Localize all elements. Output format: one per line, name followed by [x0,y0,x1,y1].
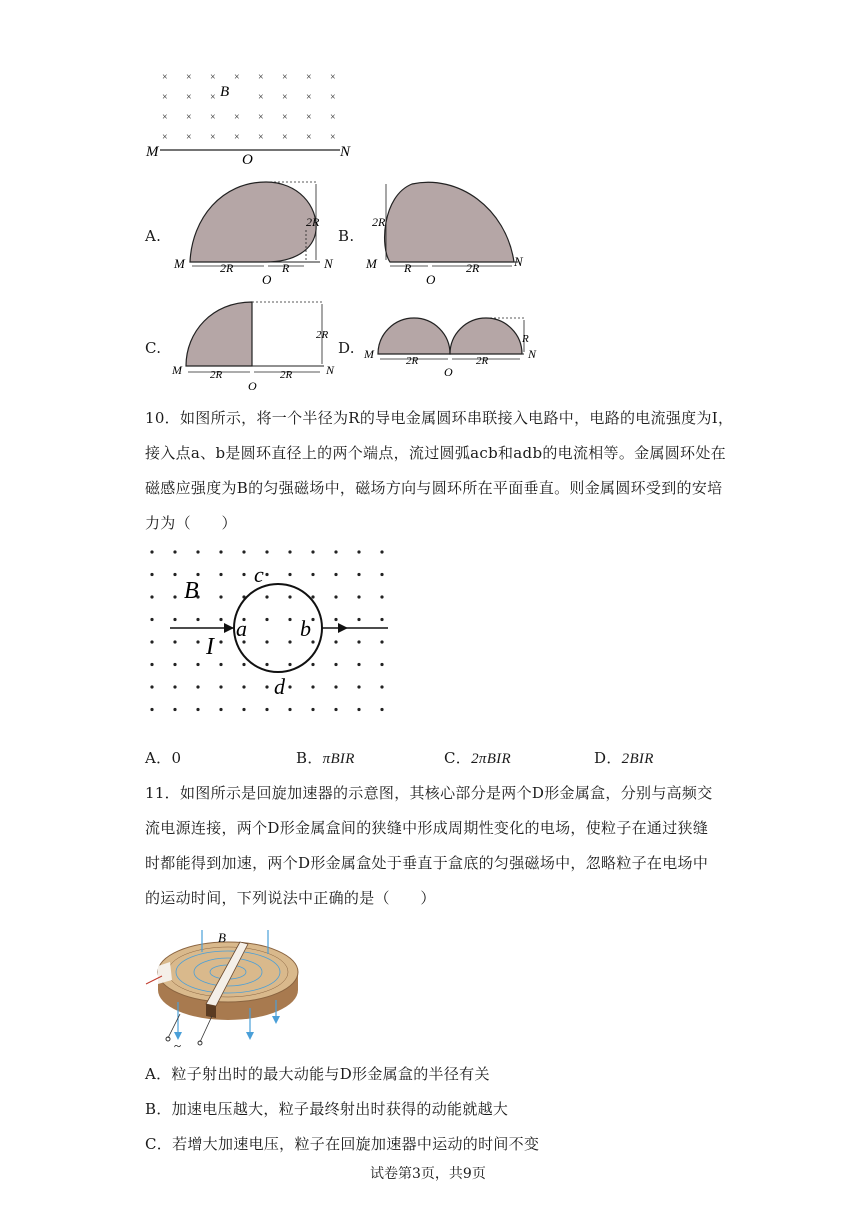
field-dot [219,550,222,553]
field-dot [311,595,314,598]
field-dot [150,708,153,711]
arrow-in-icon [224,623,234,633]
option-c-o: O [248,379,257,393]
field-dot [242,573,245,576]
field-dot [150,640,153,643]
q10-line-3: 磁感应强度为B的匀强磁场中，磁场方向与圆环所在平面垂直。则金属圆环受到的安培 [145,479,723,497]
field-dot [334,618,337,621]
q10-option-c-text: 2πBIR [471,751,511,767]
q9-option-a-key[interactable]: A. [145,227,162,245]
option-d-h: R [522,333,529,345]
q11-option-b[interactable]: B．加速电压越大，粒子最终射出时获得的动能就越大 [145,1100,509,1118]
field-dot [196,573,199,576]
label-b-field: B [184,578,199,604]
cross-mark: × [258,92,264,103]
option-b-n: N [514,254,523,269]
cross-mark: × [258,112,264,123]
option-c-d2: 2R [280,369,293,381]
field-dot [242,708,245,711]
cross-mark: × [330,72,336,83]
option-b-d1: R [404,261,412,275]
field-dot [196,663,199,666]
field-dot [265,685,268,688]
option-d-o: O [444,365,453,379]
field-dot [357,618,360,621]
field-dot [242,550,245,553]
q9-option-b-figure [362,176,537,288]
field-dot [173,573,176,576]
field-dot [288,663,291,666]
option-c-shape [186,302,252,366]
field-dot [380,685,383,688]
q9-option-a-figure [170,176,345,288]
q11-cyclotron-figure [140,924,310,1054]
field-dot [357,573,360,576]
field-dot [150,573,153,576]
field-dot [196,550,199,553]
field-dot [196,640,199,643]
cross-mark: × [258,72,264,83]
field-dot [219,618,222,621]
q10-option-d-text: 2BIR [621,751,654,767]
field-dot [334,595,337,598]
cross-mark: × [306,72,312,83]
field-dot [265,663,268,666]
cross-mark: × [306,132,312,143]
option-c-d1: 2R [210,369,223,381]
field-dot [173,550,176,553]
option-c-m: M [172,363,182,377]
q10-option-b-text: πBIR [322,751,355,767]
label-d: d [274,674,285,699]
field-dot [150,550,153,553]
field-dot [242,663,245,666]
label-c: c [254,562,264,587]
field-dot [357,550,360,553]
option-d-shape-right [450,318,522,354]
cross-mark: × [330,92,336,103]
option-d-shape-left [378,318,450,354]
option-d-m: M [364,347,374,361]
field-dot [380,640,383,643]
q9-option-c-key[interactable]: C. [145,339,162,357]
field-dot [173,640,176,643]
cross-mark: × [234,112,240,123]
q10-line-4: 力为（ ） [145,514,237,532]
field-dot [265,595,268,598]
field-dot [196,708,199,711]
cross-mark: × [258,132,264,143]
field-dot [357,708,360,711]
field-dot [265,640,268,643]
q9-option-d-key[interactable]: D. [338,339,355,357]
option-a-n: N [324,256,333,271]
field-crosses [162,72,336,143]
field-dot [219,595,222,598]
field-dot [334,708,337,711]
field-dot [150,618,153,621]
option-a-m: M [174,256,185,271]
field-dot [173,663,176,666]
field-dot [173,685,176,688]
option-a-o: O [262,272,272,287]
cross-mark: × [330,132,336,143]
q10-option-a[interactable] [145,748,181,768]
field-dot [357,595,360,598]
field-dot [311,663,314,666]
field-dot [173,595,176,598]
option-d-n: N [528,347,537,361]
cross-mark: × [234,132,240,143]
q10-option-c[interactable] [444,748,511,769]
field-dot [242,685,245,688]
label-i: I [206,634,214,660]
option-a-shape [190,182,316,262]
q9-option-c-figure [170,296,345,396]
field-dot [334,550,337,553]
field-dot [380,708,383,711]
label-b-point: b [300,616,311,641]
cross-mark: × [210,72,216,83]
cross-mark: × [186,112,192,123]
q10-option-d[interactable] [594,748,654,769]
option-d-d1: 2R [406,355,419,367]
field-dot [288,550,291,553]
cross-mark: × [210,112,216,123]
field-dot [219,640,222,643]
q10-option-a-text: 0 [171,749,182,767]
field-dot [219,685,222,688]
field-dot [150,595,153,598]
cross-mark: × [234,72,240,83]
cross-mark: × [306,112,312,123]
field-dot [219,663,222,666]
field-dot [288,573,291,576]
field-dot [380,618,383,621]
field-dot [173,708,176,711]
label-o: O [242,152,253,166]
field-dot [357,640,360,643]
cross-mark: × [282,72,288,83]
q9-field-figure [140,66,360,166]
cross-mark: × [162,72,168,83]
option-c-h: 2R [316,329,329,341]
field-dot [173,618,176,621]
cross-mark: × [162,112,168,123]
ac-source-symbol: ~ [174,1038,182,1053]
field-dot [334,685,337,688]
q11-line-2: 流电源连接，两个D形金属盒间的狭缝中形成周期性变化的电场，使粒子在通过狭缝 [145,819,709,837]
q10-ring-figure [140,540,400,740]
cross-mark: × [306,92,312,103]
option-b-o: O [426,272,436,287]
label-m: M [146,144,159,160]
field-dot [334,640,337,643]
q11-option-a[interactable]: A．粒子射出时的最大动能与D形金属盒的半径有关 [145,1065,490,1083]
field-dot [265,708,268,711]
field-dot [334,573,337,576]
field-dot [311,618,314,621]
field-dot [265,618,268,621]
q9-option-b-key[interactable]: B. [338,227,355,245]
cross-mark: × [210,92,216,103]
page-footer: 试卷第3页，共9页 [370,1166,486,1182]
option-a-d1: 2R [220,261,234,275]
field-dot [380,550,383,553]
cross-mark: × [162,92,168,103]
field-dot [357,685,360,688]
cross-mark: × [186,92,192,103]
field-dot [288,618,291,621]
q11-option-c[interactable]: C．若增大加速电压，粒子在回旋加速器中运动的时间不变 [145,1135,540,1153]
q10-option-d-key: D． [594,749,622,767]
q10-option-b-key: B． [296,749,323,767]
cross-mark: × [330,112,336,123]
field-dot [196,618,199,621]
field-dot [265,573,268,576]
cross-mark: × [210,132,216,143]
cross-mark: × [282,112,288,123]
label-a: a [236,616,247,641]
q11-line-1: 11．如图所示是回旋加速器的示意图，其核心部分是两个D形金属盒，分别与高频交 [145,784,713,802]
option-a-d2: R [282,261,290,275]
field-dot [219,573,222,576]
q10-option-c-key: C． [444,749,472,767]
q10-line-2: 接入点a、b是圆环直径上的两个端点，流过圆弧acb和adb的电流相等。金属圆环处在 [145,444,726,462]
field-dot [219,708,222,711]
q10-option-a-key: A． [145,749,172,767]
field-dot [311,685,314,688]
q11-line-4: 的运动时间，下列说法中正确的是（ ） [145,889,436,907]
field-dot [311,708,314,711]
field-dot [265,550,268,553]
field-dot [288,708,291,711]
label-b: B [220,84,230,100]
field-dot [380,595,383,598]
field-dot [380,663,383,666]
field-dot [196,685,199,688]
arrow-out-icon [338,623,348,633]
field-dot [311,550,314,553]
q10-line-1: 10．如图所示，将一个半径为R的导电金属圆环串联接入电路中，电路的电流强度为I， [145,409,734,427]
option-a-h: 2R [306,215,320,229]
q11-line-3: 时都能得到加速，两个D形金属盒处于垂直于盒底的匀强磁场中，忽略粒子在电场中 [145,854,709,872]
field-dot [380,573,383,576]
cross-mark: × [282,132,288,143]
field-dot [334,663,337,666]
q9-option-d-figure [362,308,552,380]
field-dot [357,663,360,666]
field-dot [311,573,314,576]
field-dot [150,663,153,666]
label-n: N [340,144,351,160]
label-b-cyclotron: B [218,930,226,945]
option-b-m: M [366,256,377,271]
cross-mark: × [162,132,168,143]
option-c-n: N [326,363,335,377]
cross-mark: × [282,92,288,103]
field-dot [288,685,291,688]
cross-mark: × [186,72,192,83]
option-b-h: 2R [372,215,386,229]
field-dot [150,685,153,688]
cross-mark: × [186,132,192,143]
option-b-shape [385,182,514,262]
field-dot [288,595,291,598]
field-dot [288,640,291,643]
q10-option-b[interactable] [296,748,355,769]
option-b-d2: 2R [466,261,480,275]
option-d-d2: 2R [476,355,489,367]
field-dot [311,640,314,643]
field-dots [150,550,383,711]
